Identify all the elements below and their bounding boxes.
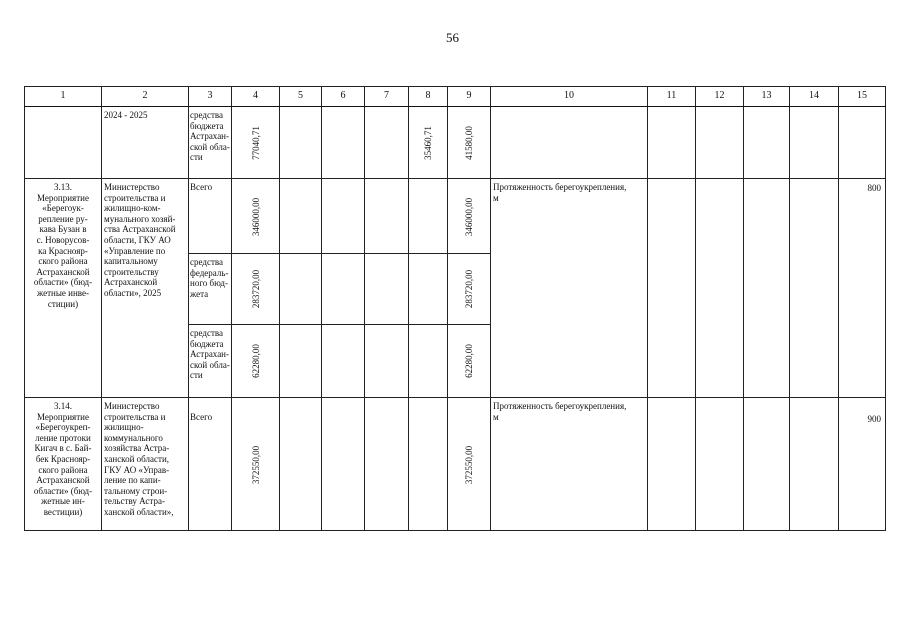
source-line: средства bbox=[190, 257, 224, 267]
column-header: 9 bbox=[448, 87, 491, 107]
amount-cell bbox=[448, 398, 491, 531]
executor-line: области, ГКУ АО bbox=[104, 234, 171, 245]
title-line: 3.14. bbox=[54, 401, 72, 411]
executor-line: строительству bbox=[104, 266, 159, 277]
amount-value: 62280,00 bbox=[250, 344, 261, 378]
executor-line: хозяйства Астра- bbox=[104, 443, 170, 454]
title-line: ка Краснояр- bbox=[38, 245, 88, 256]
column-header: 15 bbox=[839, 87, 886, 107]
empty-cell bbox=[365, 325, 409, 398]
page-number: 56 bbox=[446, 30, 459, 45]
title-line: ление протоки bbox=[35, 432, 91, 443]
empty-cell bbox=[322, 179, 365, 254]
executor-line: «Управление по bbox=[104, 245, 166, 256]
period-cell: 2024 - 2025 bbox=[102, 107, 189, 179]
executor-line: жилищно- bbox=[104, 422, 144, 433]
empty-cell bbox=[322, 398, 365, 531]
empty-cell bbox=[280, 325, 322, 398]
amount-value: 35460,71 bbox=[423, 126, 433, 160]
title-line: Астраханской bbox=[36, 475, 90, 486]
empty-cell bbox=[744, 398, 790, 531]
amount-cell bbox=[409, 107, 448, 179]
budget-table bbox=[24, 86, 886, 531]
empty-cell bbox=[409, 254, 448, 325]
indicator-line: Протяженность берегоукрепления, bbox=[493, 401, 627, 411]
empty-cell bbox=[365, 179, 409, 254]
column-header: 6 bbox=[322, 87, 365, 107]
source-line: Всего bbox=[190, 182, 213, 192]
empty-cell bbox=[409, 398, 448, 531]
amount-value: 346000,00 bbox=[464, 197, 474, 237]
column-header: 5 bbox=[280, 87, 322, 107]
executor-line: ханской области, bbox=[104, 453, 170, 464]
title-line: кава Бузан в bbox=[39, 224, 87, 235]
empty-cell bbox=[696, 107, 744, 179]
amount-value: 77040,71 bbox=[250, 126, 261, 160]
indicator-line: м bbox=[493, 192, 499, 203]
target-value: 800 bbox=[867, 183, 881, 193]
executor-line: жилищно-ком- bbox=[104, 203, 161, 214]
indicator-cell bbox=[491, 107, 648, 179]
source-line: ного бюд- bbox=[190, 278, 228, 289]
title-line: вестиции) bbox=[43, 506, 83, 517]
title-line: жетные ин- bbox=[41, 496, 85, 507]
empty-cell bbox=[744, 179, 790, 398]
title-line: с. Новорусов- bbox=[36, 234, 90, 245]
target-value-cell bbox=[839, 179, 886, 398]
target-value-cell bbox=[839, 398, 886, 531]
title-line: 3.13. bbox=[54, 182, 72, 192]
source-line: сти bbox=[190, 370, 203, 381]
amount-cell bbox=[232, 398, 280, 531]
target-value: 900 bbox=[867, 414, 881, 424]
column-header: 10 bbox=[491, 87, 648, 107]
amount-cell bbox=[448, 325, 491, 398]
column-header: 1 bbox=[25, 87, 102, 107]
indicator-cell bbox=[491, 179, 648, 398]
source-cell bbox=[189, 398, 232, 531]
source-line: средства bbox=[190, 110, 224, 120]
source-line: средства bbox=[190, 328, 224, 338]
item-314-row-total bbox=[25, 398, 886, 531]
item-313-row-total bbox=[25, 179, 886, 254]
indicator-line: м bbox=[493, 411, 499, 422]
amount-value: 283720,00 bbox=[464, 269, 474, 309]
title-line: Мероприятие bbox=[37, 192, 89, 203]
executor-line: мунального хозяй- bbox=[104, 213, 176, 224]
executor-line: ханской области», bbox=[104, 506, 174, 517]
source-cell bbox=[189, 254, 232, 325]
empty-cell bbox=[409, 325, 448, 398]
title-line: репление ру- bbox=[38, 213, 88, 224]
indicator-cell bbox=[491, 398, 648, 531]
amount-cell bbox=[232, 325, 280, 398]
column-header: 12 bbox=[696, 87, 744, 107]
executor-line: тельству Астра- bbox=[104, 496, 165, 507]
executor-line: области», 2025 bbox=[104, 287, 162, 298]
title-line: области» (бюд- bbox=[33, 277, 93, 288]
executor-cell bbox=[102, 179, 189, 398]
empty-cell bbox=[790, 107, 839, 179]
column-header: 11 bbox=[648, 87, 696, 107]
column-header: 14 bbox=[790, 87, 839, 107]
empty-cell bbox=[696, 398, 744, 531]
empty-cell bbox=[409, 179, 448, 254]
empty-cell bbox=[365, 398, 409, 531]
empty-cell bbox=[744, 107, 790, 179]
empty-cell bbox=[280, 254, 322, 325]
source-line: ской обла- bbox=[190, 359, 230, 370]
empty-cell bbox=[322, 254, 365, 325]
executor-line: Министерство bbox=[104, 401, 160, 411]
empty-cell bbox=[648, 107, 696, 179]
title-cell bbox=[25, 107, 102, 179]
empty-cell bbox=[280, 107, 322, 179]
executor-line: ства Астраханской bbox=[104, 224, 176, 235]
executor-line: строительства и bbox=[104, 411, 166, 422]
column-header: 8 bbox=[409, 87, 448, 107]
source-cell bbox=[189, 107, 232, 179]
amount-cell bbox=[448, 254, 491, 325]
empty-cell bbox=[790, 398, 839, 531]
empty-cell bbox=[839, 107, 886, 179]
executor-cell bbox=[102, 398, 189, 531]
source-line: бюджета bbox=[190, 120, 224, 131]
source-line: федераль- bbox=[190, 267, 229, 278]
executor-line: капитальному bbox=[104, 256, 158, 267]
title-line: Мероприятие bbox=[37, 411, 89, 422]
executor-line: ление по капи- bbox=[104, 475, 161, 486]
title-line: «Берегоук- bbox=[42, 203, 84, 214]
item-title-cell bbox=[25, 398, 102, 531]
source-line: жета bbox=[190, 288, 209, 299]
executor-line: тальному строи- bbox=[104, 485, 168, 496]
title-line: жетные инве- bbox=[37, 287, 89, 298]
empty-cell bbox=[648, 179, 696, 398]
source-cell bbox=[189, 325, 232, 398]
amount-value: 346000,00 bbox=[250, 197, 261, 237]
title-line: Астраханской bbox=[36, 266, 90, 277]
empty-cell bbox=[365, 254, 409, 325]
amount-cell bbox=[232, 254, 280, 325]
title-line: ского района bbox=[38, 256, 88, 267]
title-line: бек Краснояр- bbox=[35, 453, 91, 464]
empty-cell bbox=[322, 325, 365, 398]
amount-value: 62280,00 bbox=[464, 344, 474, 378]
amount-cell bbox=[448, 179, 491, 254]
amount-cell bbox=[448, 107, 491, 179]
empty-cell bbox=[280, 179, 322, 254]
amount-cell bbox=[232, 107, 280, 179]
amount-value: 372550,00 bbox=[464, 445, 474, 485]
column-header: 3 bbox=[189, 87, 232, 107]
indicator-line: Протяженность берегоукрепления, bbox=[493, 182, 627, 192]
empty-cell bbox=[648, 398, 696, 531]
executor-line: ГКУ АО «Управ- bbox=[104, 464, 170, 475]
title-line: ского района bbox=[38, 464, 88, 475]
empty-cell bbox=[280, 398, 322, 531]
title-line: стиции) bbox=[47, 298, 79, 309]
empty-cell bbox=[365, 107, 409, 179]
source-line: Астрахан- bbox=[190, 131, 229, 142]
amount-value: 41580,00 bbox=[464, 126, 474, 160]
source-line: сти bbox=[190, 152, 203, 163]
amount-cell bbox=[232, 179, 280, 254]
title-line: Кигач в с. Бай- bbox=[34, 443, 92, 454]
source-line: Астрахан- bbox=[190, 349, 229, 360]
amount-value: 372550,00 bbox=[250, 445, 261, 485]
empty-cell bbox=[790, 179, 839, 398]
source-line: Всего bbox=[190, 412, 213, 422]
executor-line: коммунального bbox=[104, 432, 163, 443]
empty-cell bbox=[322, 107, 365, 179]
title-line: области» (бюд- bbox=[33, 485, 93, 496]
column-header: 7 bbox=[365, 87, 409, 107]
executor-line: Министерство bbox=[104, 182, 160, 192]
item-title-cell bbox=[25, 179, 102, 398]
continuation-row bbox=[25, 107, 886, 179]
header-row bbox=[25, 87, 886, 107]
executor-line: Астраханской bbox=[104, 277, 158, 288]
column-header: 4 bbox=[232, 87, 280, 107]
source-line: бюджета bbox=[190, 338, 224, 349]
title-line: «Берегоукреп- bbox=[35, 422, 91, 433]
executor-line: строительства и bbox=[104, 192, 166, 203]
source-line: ской обла- bbox=[190, 141, 230, 152]
amount-value: 283720,00 bbox=[250, 269, 261, 309]
empty-cell bbox=[696, 179, 744, 398]
column-header: 2 bbox=[102, 87, 189, 107]
source-cell bbox=[189, 179, 232, 254]
column-header: 13 bbox=[744, 87, 790, 107]
